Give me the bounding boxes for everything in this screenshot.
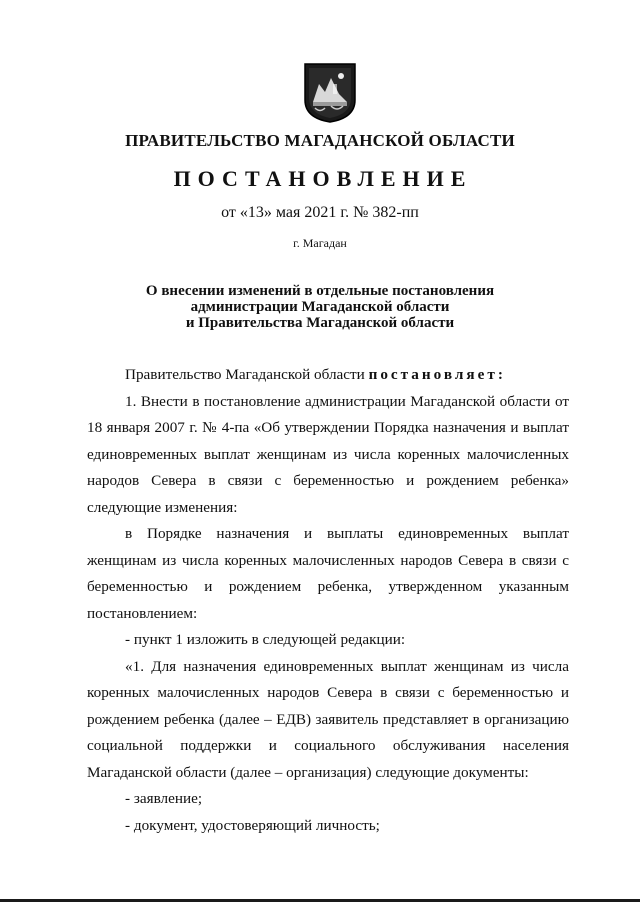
intro-prefix: Правительство Магаданской области — [125, 366, 369, 383]
document-type-title: ПОСТАНОВЛЕНИЕ — [173, 166, 473, 191]
paragraph-3: - пункт 1 изложить в следующей редакции: — [125, 631, 406, 648]
intro-verb: постановляет — [368, 366, 498, 383]
coat-of-arms-icon — [303, 62, 357, 124]
document-city: г. Магадан — [293, 236, 347, 250]
paragraph-2: в Порядке назначения и выплаты единовременных выплат женщинам из числа коренных малочисленных народов Севера в связи с беременностью и рождением ребенка, утвержденном указанным постановлением: — [87, 525, 569, 622]
document-body — [87, 362, 569, 839]
intro-paragraph — [87, 362, 569, 389]
bottom-divider — [0, 899, 640, 902]
subject-line: администрации Магаданской области — [190, 299, 450, 315]
subject-line: и Правительства Магаданской области — [185, 315, 455, 331]
organization-title: ПРАВИТЕЛЬСТВО МАГАДАНСКОЙ ОБЛАСТИ — [125, 131, 515, 150]
paragraph-5: - заявление; — [125, 790, 203, 807]
paragraph-6: - документ, удостоверяющий личность; — [125, 816, 380, 834]
intro-suffix: : — [497, 366, 506, 383]
paragraph-4: «1. Для назначения единовременных выплат женщинам из числа коренных малочисленных народов Севера в связи с беременностью и рождением ребенка (далее – ЕДВ) заявитель представляет в организацию социальной поддержки и социального обслуживания населения Магаданской области (далее – организация) следующие документы: — [87, 657, 569, 781]
document-subject — [0, 283, 640, 331]
document-date-number: от «13» мая 2021 г. № 382-пп — [221, 204, 419, 221]
subject-line: О внесении изменений в отдельные постановления — [145, 283, 495, 299]
paragraph-1: 1. Внести в постановление администрации Магаданской области от 18 января 2007 г. № 4-па «Об утверждении Порядка назначения и выплат единовременных выплат женщинам из числа коренных малочисленных народов Севера в связи с беременностью и рождением ребенка» следующие изменения: — [87, 392, 569, 516]
